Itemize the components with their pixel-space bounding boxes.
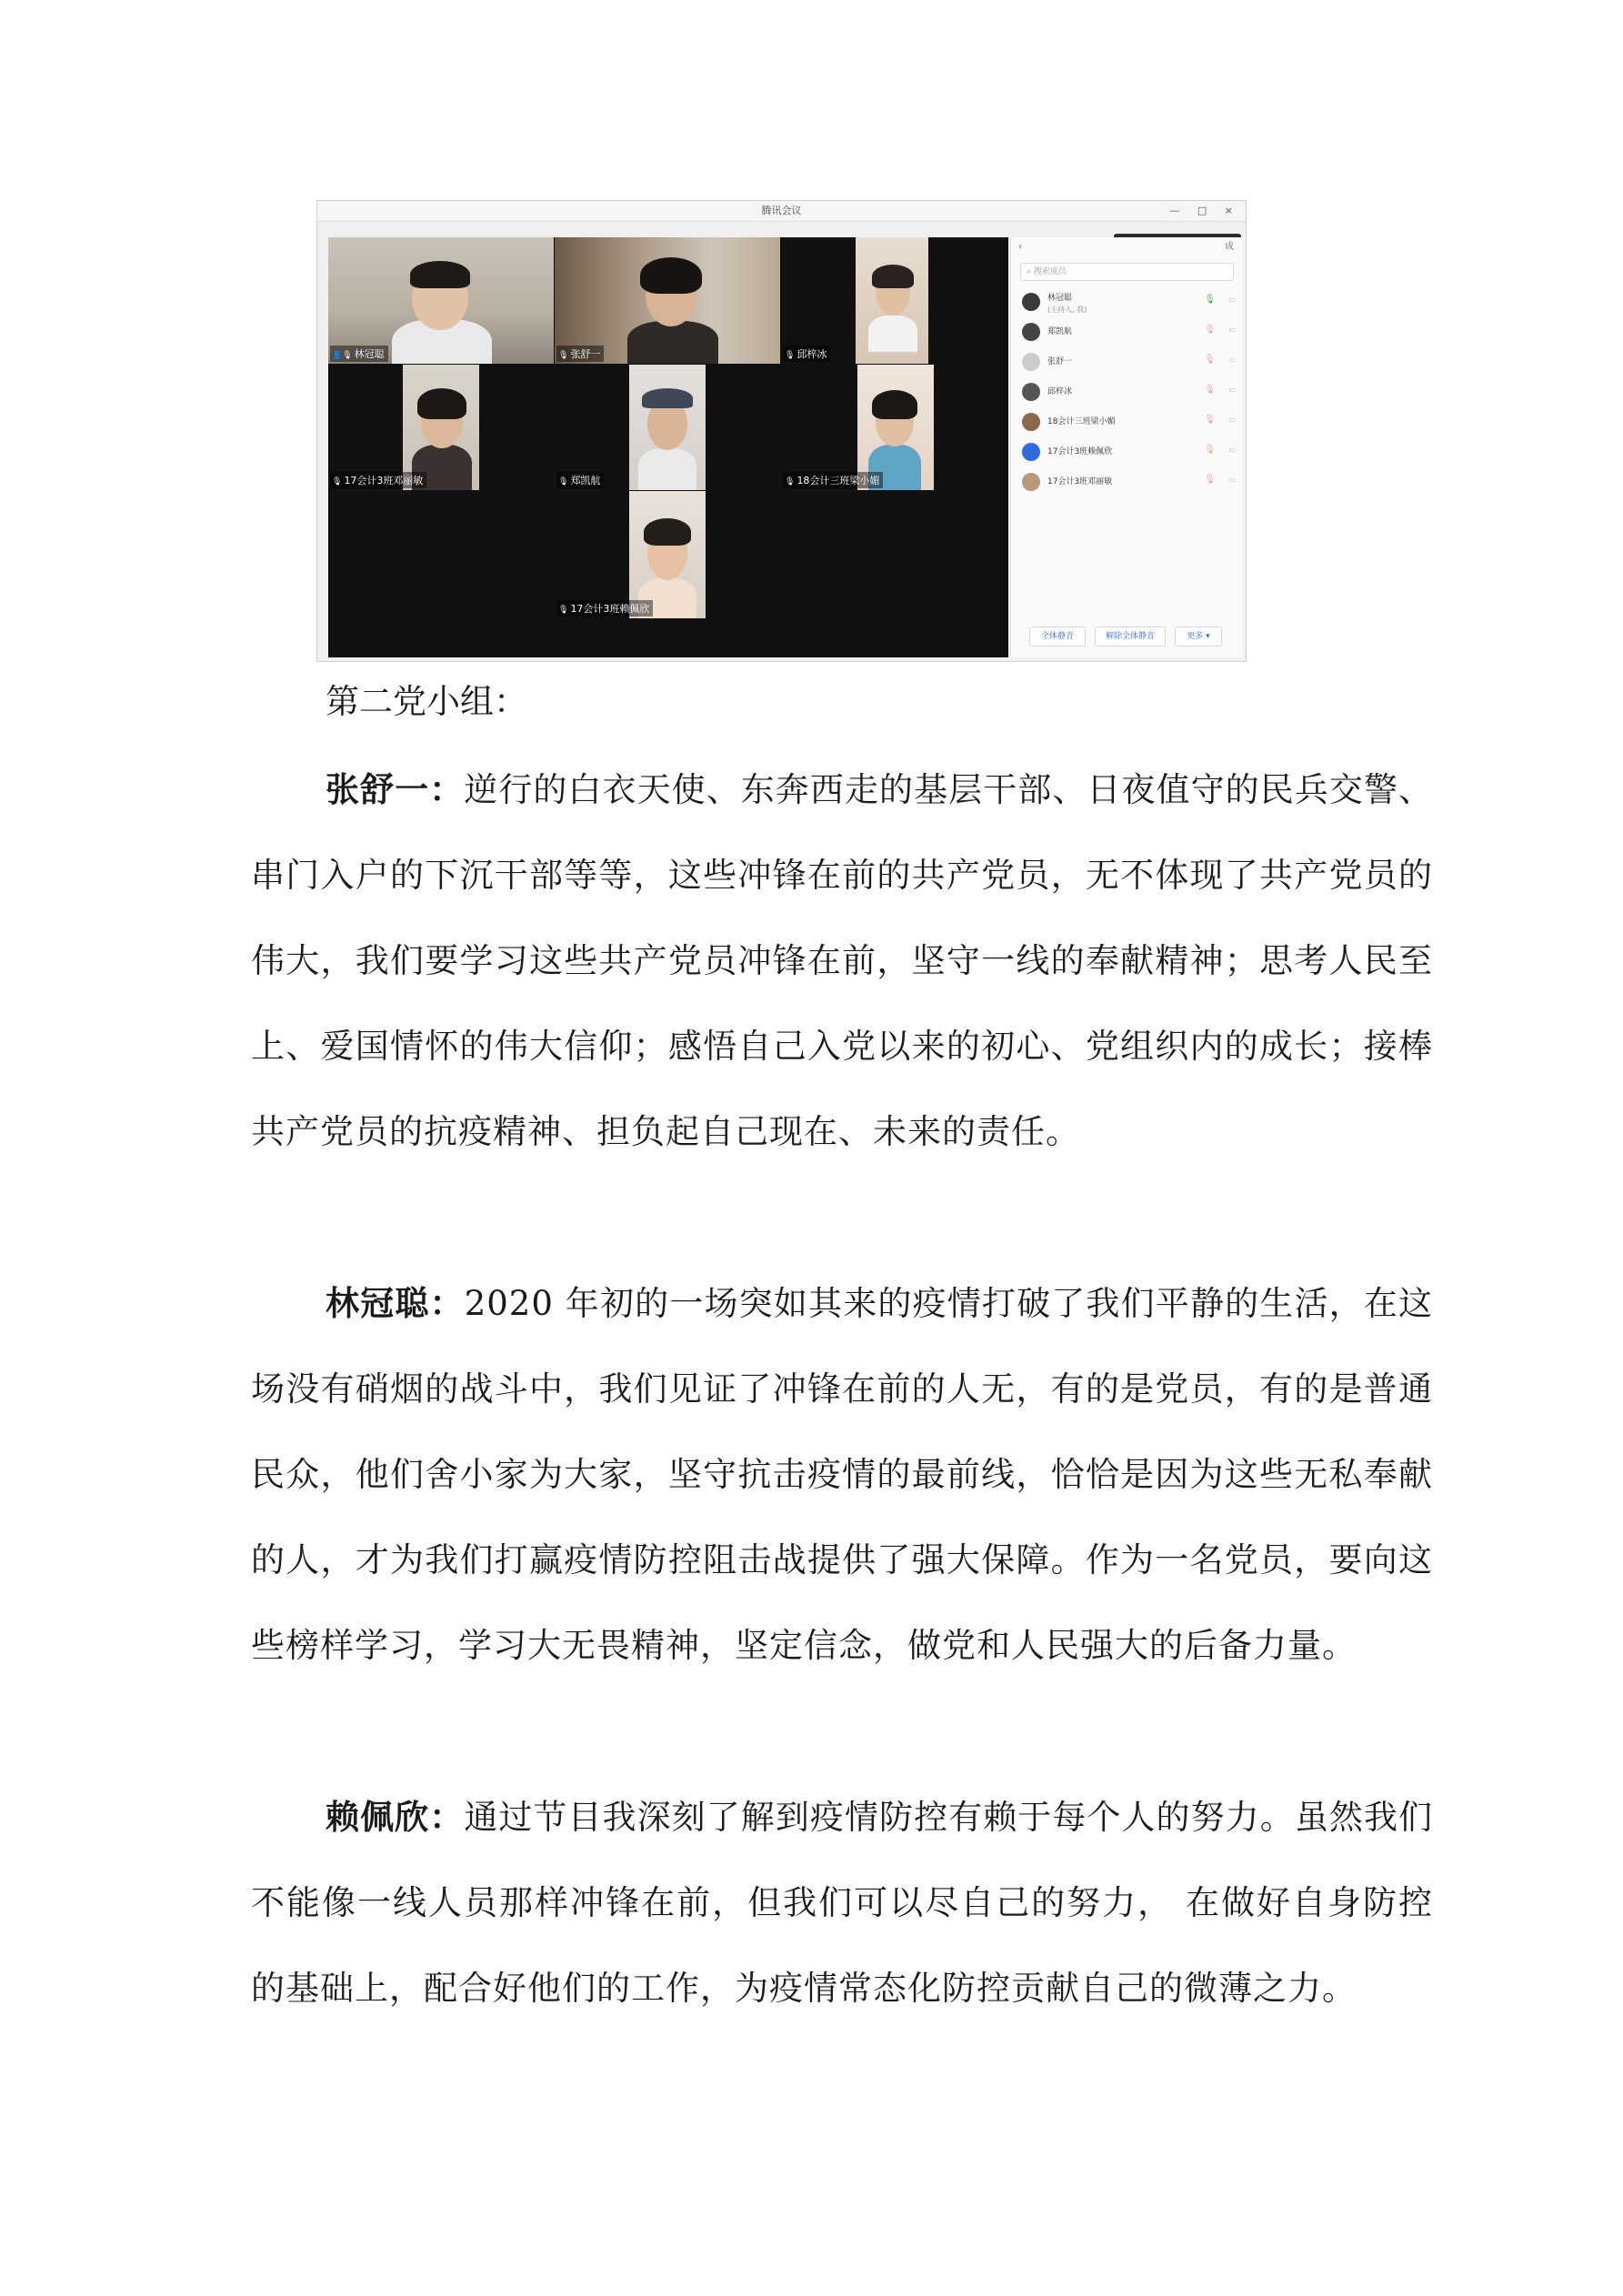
member-row[interactable] [1011,376,1243,406]
members-panel [1010,237,1243,657]
camera-icon[interactable]: ▭ [1228,296,1236,304]
tile-label: 🎙 17会计3班赖佩欣 [556,600,653,617]
mic-icon: 🎙 [785,351,796,360]
avatar [1022,413,1040,431]
panel-title: 成 [1225,242,1234,252]
member-name: 郑凯航 [1047,327,1073,336]
member-name: 17会计3班赖佩欣 [1047,447,1113,456]
video-tile[interactable] [555,491,780,618]
speaker-name: 赖佩欣： [326,1798,465,1837]
member-row[interactable] [1011,316,1243,346]
camera-icon[interactable]: ▭ [1228,416,1236,424]
unmute-all-button[interactable]: 解除全体静音 [1095,627,1166,647]
avatar [1022,293,1040,311]
paragraph-text: 2020 年初的一场突如其来的疫情打破了我们平静的生活，在这场没有硝烟的战斗中，我们见证了冲锋在前的人无，有的是党员，有的是普通民众，他们舍小家为大家，坚守抗击疫情的最前线，恰恰是因为这些无私奉献的人，才为我们打赢疫情防控阻击战提供了强大保障。作为一名党员，要向这些榜样学习，学习大无畏精神，坚定信念，做党和人民强大的后备力量。 [251,1284,1434,1665]
mic-muted-icon[interactable]: 🎙 [1204,415,1216,425]
video-tile[interactable] [781,237,1008,364]
search-icon: ⌕ [1027,267,1034,276]
video-tile[interactable] [328,365,554,490]
paragraph-text: 逆行的白衣天使、东奔西走的基层干部、日夜值守的民兵交警、串门入户的下沉干部等等，这些冲锋在前的共产党员，无不体现了共产党员的伟大，我们要学习这些共产党员冲锋在前，坚守一线的奉献精神；思考人民至上、爱国情怀的伟大信仰；感悟自己入党以来的初心、党组织内的成长；接棒共产党员的抗疫精神、担负起自己现在、未来的责任。 [251,770,1434,1151]
mic-on-icon[interactable]: 🎙 [1204,295,1216,305]
camera-icon[interactable]: ▭ [1228,356,1236,364]
mic-muted-icon[interactable]: 🎙 [1204,325,1216,335]
camera-icon[interactable]: ▭ [1228,446,1236,454]
camera-icon[interactable]: ▭ [1228,326,1236,334]
tile-label: 👤🎙 林冠聪 [330,346,388,362]
video-tile[interactable] [555,365,780,490]
speaker-name: 张舒一： [326,770,465,809]
tile-label: 🎙 18会计三班梁小媚 [783,472,883,488]
video-tile[interactable] [781,365,1008,490]
member-search-input[interactable]: ⌕ 搜索成员 [1020,263,1234,281]
paragraph-zhang [251,747,1433,1175]
mic-icon: 🎙 [558,477,569,486]
member-list [1011,286,1243,496]
mic-muted-icon[interactable]: 🎙 [1204,385,1216,395]
member-row[interactable] [1011,406,1243,436]
mic-muted-icon[interactable]: 🎙 [1204,355,1216,365]
avatar [1022,383,1040,401]
video-tile[interactable] [555,237,780,364]
mic-muted-icon[interactable]: 🎙 [1204,475,1216,485]
tile-label: 🎙 张舒一 [556,346,604,362]
member-name: 18会计三班梁小媚 [1047,417,1116,426]
video-tile[interactable] [328,237,554,364]
member-name: 17会计3班邓丽敏 [1047,477,1113,486]
member-name: 邱梓冰 [1047,387,1073,396]
host-mic-icon: 👤🎙 [332,351,353,360]
mic-icon: 🎙 [558,606,569,615]
paragraph-text: 通过节目我深刻了解到疫情防控有赖于每个人的努力。虽然我们不能像一线人员那样冲锋在前，但我们可以尽自己的努力， 在做好自身防控的基础上，配合好他们的工作，为疫情常态化防控贡献自己的微薄之力。 [251,1798,1434,2008]
paragraph-lai [251,1775,1433,2031]
mic-icon: 🎙 [558,351,569,360]
panel-header [1011,237,1243,257]
member-row[interactable] [1011,286,1243,316]
mic-icon: 🎙 [332,477,343,486]
member-row[interactable] [1011,436,1243,466]
member-name: 张舒一 [1047,357,1073,366]
camera-icon[interactable]: ▭ [1228,386,1236,394]
member-row[interactable] [1011,346,1243,376]
camera-icon[interactable]: ▭ [1228,476,1236,484]
window-titlebar [317,201,1246,222]
mic-muted-icon[interactable]: 🎙 [1204,445,1216,455]
window-controls[interactable]: — □ × [1169,205,1240,216]
avatar [1022,323,1040,341]
avatar [1022,443,1040,461]
paragraph-lin [251,1261,1433,1689]
collapse-icon[interactable]: ‹ [1018,242,1022,252]
tile-label: 🎙 郑凯航 [556,472,604,488]
speaker-name: 林冠聪： [326,1284,465,1323]
avatar [1022,473,1040,491]
group-heading: 第二党小组： [326,682,527,721]
window-title: 腾讯会议 [761,205,802,216]
mute-all-button[interactable]: 全体静音 [1029,627,1086,647]
meeting-screenshot [316,200,1247,662]
avatar [1022,353,1040,371]
tile-label: 🎙 17会计3班邓丽敏 [330,472,426,488]
member-name: 林冠聪 [1047,294,1073,303]
mic-icon: 🎙 [785,477,796,486]
member-role: (主持人, 我) [1047,306,1087,314]
more-button[interactable]: 更多 ▾ [1175,627,1222,647]
panel-footer [1011,627,1243,648]
video-grid [328,237,1008,657]
member-row[interactable] [1011,466,1243,496]
tile-label: 🎙 邱梓冰 [783,346,830,362]
